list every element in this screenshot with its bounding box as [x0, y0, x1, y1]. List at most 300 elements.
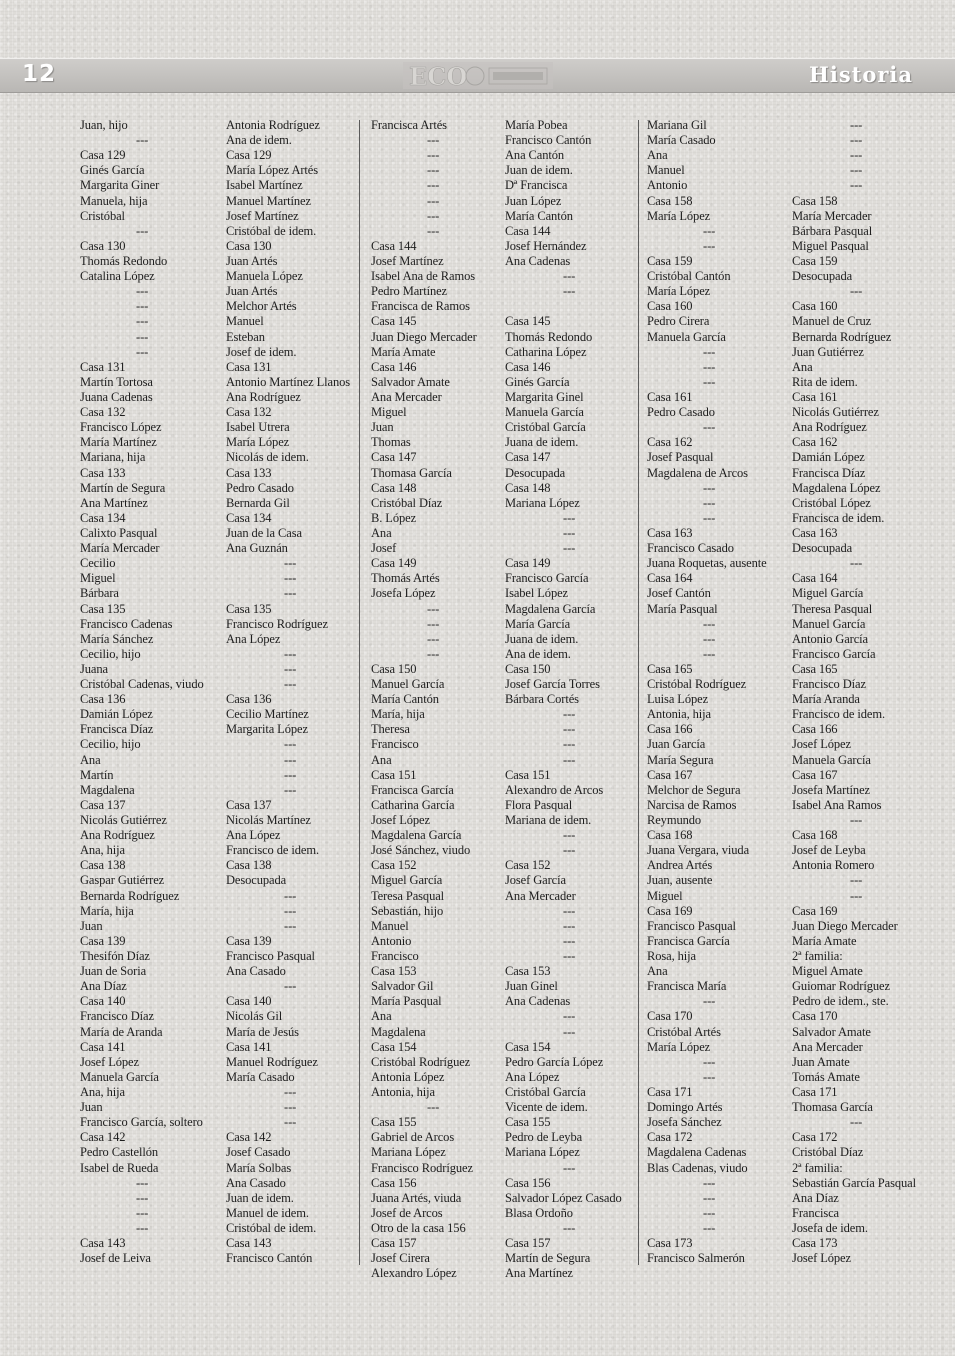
census-entry: Casa 146 [371, 359, 417, 374]
census-entry: 2ª familia: [792, 949, 843, 964]
census-entry: Casa 137 [226, 797, 272, 812]
census-entry: Nicolás de idem. [226, 450, 309, 465]
census-entry: Ana Rodríguez [792, 420, 867, 435]
census-entry: Desocupada [792, 269, 853, 284]
census-entry: Nicolás Gutiérrez [80, 813, 167, 828]
census-entry: Josef Cantón [647, 586, 711, 601]
census-entry: Casa 133 [80, 465, 126, 480]
census-entry: Josef Hernández [505, 238, 587, 253]
census-entry: María, hija [371, 707, 425, 722]
census-entry: María Pasqual [647, 601, 718, 616]
census-entry: Miguel García [792, 586, 864, 601]
census-entry: Ana [371, 752, 392, 767]
census-entry: --- [427, 133, 440, 148]
census-entry: --- [850, 813, 863, 828]
census-entry: Ana [647, 148, 668, 163]
census-entry: --- [136, 1175, 149, 1190]
census-entry: --- [703, 344, 716, 359]
census-entry: Pedro Casado [226, 480, 294, 495]
census-entry: Francisco de idem. [792, 707, 885, 722]
census-entry: --- [136, 223, 149, 238]
census-entry: María López [647, 1039, 711, 1054]
census-entry: Cristóbal Díaz [371, 495, 443, 510]
census-entry: Alexandro López [371, 1266, 457, 1281]
census-entry: Sebastián García Pasqual [792, 1175, 916, 1190]
census-entry: Casa 147 [371, 450, 417, 465]
census-entry: Josef Martínez [226, 208, 299, 223]
census-entry: --- [703, 1190, 716, 1205]
census-entry: --- [284, 646, 297, 661]
census-entry: Juan García [647, 737, 706, 752]
census-entry: Antonia, hija [647, 707, 711, 722]
census-entry: --- [136, 284, 149, 299]
census-column-5 [647, 118, 767, 1266]
census-entry: Theresa Pasqual [792, 601, 873, 616]
census-entry: Casa 142 [226, 1130, 272, 1145]
census-entry: --- [850, 873, 863, 888]
census-entry: Ana Mercader [371, 389, 442, 404]
census-entry: --- [850, 178, 863, 193]
census-entry: --- [563, 269, 576, 284]
census-entry: Isabel Utrera [226, 420, 290, 435]
census-entry: Cecilio [80, 556, 116, 571]
census-entry: Manuel [647, 163, 685, 178]
census-entry: Josef López [80, 1054, 139, 1069]
column-divider [359, 120, 360, 1265]
census-entry: Ana López [505, 1069, 560, 1084]
census-entry: Ana Mercader [792, 1039, 863, 1054]
census-entry: Ana Rodríguez [226, 389, 301, 404]
census-entry: --- [563, 541, 576, 556]
census-entry: Melchor Artés [226, 299, 297, 314]
census-entry: Miguel Amate [792, 964, 863, 979]
census-entry: Thomasa García [371, 465, 452, 480]
census-entry: María López [647, 208, 711, 223]
census-entry: Casa 154 [371, 1039, 417, 1054]
census-entry: Otro de la casa 156 [371, 1220, 466, 1235]
census-entry: Casa 132 [80, 405, 126, 420]
census-entry: Josefa López [371, 586, 436, 601]
census-entry: --- [136, 133, 149, 148]
census-entry: María Cantón [505, 208, 573, 223]
census-entry: Josef de idem. [226, 344, 297, 359]
census-entry: Thomasa García [792, 1100, 873, 1115]
census-entry: Casa 129 [226, 148, 272, 163]
census-entry: Casa 157 [371, 1236, 417, 1251]
census-entry: Ana Cadenas [505, 253, 571, 268]
census-entry: Cristóbal Cantón [647, 269, 731, 284]
census-entry: Bernarda Rodríguez [80, 888, 180, 903]
census-entry: Josefa Sánchez [647, 1115, 722, 1130]
census-entry: Casa 169 [647, 903, 693, 918]
census-entry: Casa 172 [647, 1130, 693, 1145]
census-entry: Cristóbal de idem. [226, 1220, 317, 1235]
census-entry: Ana Díaz [80, 979, 127, 994]
census-entry: --- [284, 586, 297, 601]
census-entry: Casa 162 [792, 435, 838, 450]
census-entry: --- [703, 631, 716, 646]
census-entry: --- [136, 1205, 149, 1220]
census-entry: Francisca García [371, 782, 454, 797]
census-entry: Casa 134 [226, 510, 272, 525]
census-entry: Francisco Cadenas [80, 616, 173, 631]
census-entry: --- [136, 314, 149, 329]
census-entry: Francisco García [792, 646, 876, 661]
census-column-6 [792, 118, 916, 1266]
census-entry: --- [850, 1115, 863, 1130]
census-entry: Casa 173 [792, 1236, 838, 1251]
census-entry: María Pobea [505, 118, 568, 132]
census-entry: Calixto Pasqual [80, 525, 158, 540]
census-entry: Casa 159 [647, 253, 693, 268]
census-entry: Cecilio, hijo [80, 737, 141, 752]
census-entry: Domingo Artés [647, 1100, 723, 1115]
census-entry: Casa 131 [226, 359, 272, 374]
census-entry: Francisca María [647, 979, 727, 994]
census-entry: Casa 168 [792, 828, 838, 843]
census-entry: Narcisa de Ramos [647, 797, 737, 812]
census-entry: --- [563, 510, 576, 525]
census-entry: Antonio García [792, 631, 869, 646]
census-entry: Casa 144 [505, 223, 551, 238]
census-entry: Casa 160 [792, 299, 838, 314]
census-entry: Casa 164 [647, 571, 693, 586]
census-entry: Casa 141 [226, 1039, 272, 1054]
census-entry: Antonia, hija [371, 1085, 435, 1099]
census-entry: Martín [80, 767, 114, 782]
census-entry: Ginés García [80, 163, 145, 178]
census-entry: --- [136, 1220, 149, 1235]
census-entry: --- [284, 903, 297, 918]
census-entry: Bárbara Pasqual [792, 223, 873, 238]
census-entry: --- [427, 148, 440, 163]
census-entry: Casa 147 [505, 450, 551, 465]
census-entry: Casa 140 [80, 994, 126, 1009]
census-entry: --- [850, 148, 863, 163]
census-entry: Gabriel de Arcos [371, 1130, 455, 1145]
census-entry: --- [850, 133, 863, 148]
census-entry: --- [284, 1085, 297, 1099]
census-entry: Ana Díaz [792, 1190, 839, 1205]
census-entry: Bárbara Cortés [505, 692, 579, 707]
census-entry: Francisca de idem. [792, 510, 885, 525]
census-entry: --- [427, 193, 440, 208]
census-entry: --- [703, 510, 716, 525]
census-entry: María de Jesús [226, 1024, 299, 1039]
census-entry: Ana [371, 1009, 392, 1024]
census-entry: --- [284, 1115, 297, 1130]
census-entry: Casa 135 [226, 601, 272, 616]
census-entry: Casa 150 [371, 661, 417, 676]
census-entry: Josef Cirera [371, 1251, 430, 1266]
census-entry: Magdalena García [505, 601, 596, 616]
census-entry: Juan, ausente [647, 873, 713, 888]
census-entry: --- [703, 420, 716, 435]
census-entry: --- [284, 1100, 297, 1115]
census-entry: Francisca [792, 1205, 839, 1220]
census-entry: Josef [371, 541, 397, 556]
census-entry: --- [284, 918, 297, 933]
census-entry: --- [563, 903, 576, 918]
census-entry: Miguel García [371, 873, 443, 888]
census-entry: Nicolás Martínez [226, 813, 311, 828]
census-entry [505, 299, 622, 314]
census-entry: --- [284, 782, 297, 797]
census-entry: Damián López [792, 450, 865, 465]
census-entry: Juana de idem. [505, 435, 579, 450]
census-entry: Manuela García [80, 1069, 159, 1084]
census-entry: Josef López [371, 813, 430, 828]
census-entry: Casa 133 [226, 465, 272, 480]
census-entry: Casa 161 [647, 389, 693, 404]
census-entry: Casa 140 [226, 994, 272, 1009]
census-entry: --- [284, 677, 297, 692]
census-entry: --- [703, 616, 716, 631]
census-entry: Guiomar Rodríguez [792, 979, 890, 994]
census-entry: Salvador Gil [371, 979, 434, 994]
page-header [0, 58, 955, 93]
census-entry: Alexandro de Arcos [505, 782, 604, 797]
census-entry: Casa 152 [505, 858, 551, 873]
census-entry: Casa 163 [647, 525, 693, 540]
census-entry: Pedro de Leyba [505, 1130, 583, 1145]
census-entry: --- [563, 1220, 576, 1235]
census-entry: Juana Artés, viuda [371, 1190, 462, 1205]
census-entry: --- [703, 495, 716, 510]
census-entry: Francisca Artés [371, 118, 447, 132]
census-entry: Francisco López [80, 420, 162, 435]
census-entry: Francisco Díaz [792, 677, 866, 692]
census-entry: Casa 134 [80, 510, 126, 525]
census-entry: Casa 151 [505, 767, 551, 782]
census-entry: Miguel [371, 405, 407, 420]
census-entry: Josef Martínez [371, 253, 444, 268]
census-entry: Manuel Rodríguez [226, 1054, 318, 1069]
census-entry: Manuel García [371, 677, 445, 692]
census-entry: Josefa de idem. [792, 1220, 868, 1235]
census-entry: Casa 163 [792, 525, 838, 540]
census-entry: Thomás Artés [371, 571, 440, 586]
census-entry: María Aranda [792, 692, 860, 707]
census-entry: Pedro de idem., ste. [792, 994, 889, 1009]
census-entry: Isabel Ana Ramos [792, 797, 882, 812]
census-entry: --- [703, 374, 716, 389]
census-entry: María Sánchez [80, 631, 154, 646]
census-entry: --- [703, 1175, 716, 1190]
census-entry: María Solbas [226, 1160, 292, 1175]
census-entry: Juana Roquetas, ausente [647, 556, 767, 571]
census-entry: Francisco Díaz [80, 1009, 154, 1024]
census-entry: Cristóbal Rodríguez [371, 1054, 471, 1069]
census-entry: Casa 144 [371, 238, 417, 253]
census-entry: Casa 155 [505, 1115, 551, 1130]
census-entry: Cristóbal López [792, 495, 871, 510]
census-entry: Esteban [226, 329, 265, 344]
census-entry: Tomás Amate [792, 1069, 860, 1084]
census-entry: Josef López [792, 1251, 851, 1266]
census-entry: Juan Ginel [505, 979, 558, 994]
census-entry: --- [563, 1160, 576, 1175]
census-entry: Ana Martínez [505, 1266, 573, 1281]
census-entry: Ana de idem. [505, 646, 571, 661]
census-entry: Antonio Martínez Llanos [226, 374, 351, 389]
census-entry: Casa 173 [647, 1236, 693, 1251]
census-entry: Juan Artés [226, 284, 278, 299]
census-entry: Casa 172 [792, 1130, 838, 1145]
census-entry: María Segura [647, 752, 714, 767]
census-entry: Ana López [226, 828, 281, 843]
census-entry: María López Artés [226, 163, 319, 178]
census-entry: Martín de Segura [80, 480, 166, 495]
census-entry: Francisco García [505, 571, 589, 586]
census-entry: Manuela García [792, 752, 871, 767]
census-entry: Casa 154 [505, 1039, 551, 1054]
census-entry: Margarita López [226, 722, 308, 737]
census-entry: Ana [792, 359, 813, 374]
census-entry: Margarita Ginel [505, 389, 584, 404]
census-entry: María García [505, 616, 571, 631]
census-entry: Magdalena García [371, 828, 462, 843]
census-entry: Martín de Segura [505, 1251, 591, 1266]
census-entry: Magdalena [371, 1024, 426, 1039]
census-entry: Francisco Pasqual [647, 918, 736, 933]
census-entry: Magdalena Cadenas [647, 1145, 747, 1160]
census-entry: Casa 158 [647, 193, 693, 208]
census-entry: --- [563, 284, 576, 299]
census-entry: --- [703, 480, 716, 495]
page-number: 12 [22, 61, 57, 87]
census-entry: Mariana López [505, 495, 580, 510]
census-entry: --- [850, 888, 863, 903]
census-entry: --- [703, 1220, 716, 1235]
census-entry: --- [563, 918, 576, 933]
census-entry: Cristóbal Díaz [792, 1145, 864, 1160]
census-entry: Casa 143 [226, 1236, 272, 1251]
census-entry: Casa 165 [792, 661, 838, 676]
census-entry: Pedro Martínez [371, 284, 448, 299]
census-entry: Casa 156 [371, 1175, 417, 1190]
census-entry: Manuel Martínez [226, 193, 311, 208]
census-entry: Ana, hija [80, 1085, 125, 1099]
census-entry: --- [703, 646, 716, 661]
census-entry: --- [563, 752, 576, 767]
census-entry: Ana de idem. [226, 133, 292, 148]
census-entry: --- [703, 1054, 716, 1069]
census-entry: Antonia Rodríguez [226, 118, 320, 132]
census-entry: Juan Gutiérrez [792, 344, 864, 359]
census-entry: Ginés García [505, 374, 570, 389]
census-entry: --- [703, 1205, 716, 1220]
census-entry: Juana [80, 661, 108, 676]
census-entry: --- [284, 752, 297, 767]
census-entry: Miguel [80, 571, 116, 586]
census-entry: --- [136, 1190, 149, 1205]
census-entry: Thomás Redondo [80, 253, 168, 268]
census-entry: Casa 130 [80, 238, 126, 253]
census-entry: Teresa Pasqual [371, 888, 445, 903]
census-entry: Isabel de Rueda [80, 1160, 159, 1175]
census-entry: Casa 150 [505, 661, 551, 676]
census-entry: Margarita Giner [80, 178, 160, 193]
census-entry: Ana [80, 752, 101, 767]
census-entry: Casa 136 [226, 692, 272, 707]
census-entry: Antonia López [371, 1069, 445, 1084]
census-entry: --- [427, 616, 440, 631]
census-entry: Antonia Romero [792, 858, 875, 873]
census-entry: María Casado [647, 133, 716, 148]
census-entry: --- [703, 238, 716, 253]
census-entry: --- [136, 299, 149, 314]
census-entry: Juan [80, 918, 103, 933]
census-entry: María Pasqual [371, 994, 442, 1009]
census-entry: María Casado [226, 1069, 295, 1084]
census-entry: Damián López [80, 707, 153, 722]
census-entry: Francisca García [647, 933, 730, 948]
census-entry: Casa 171 [792, 1085, 838, 1099]
census-entry: 2ª familia: [792, 1160, 843, 1175]
census-entry: --- [703, 1069, 716, 1084]
census-entry: María Amate [371, 344, 436, 359]
census-entry: Casa 169 [792, 903, 838, 918]
census-entry: --- [427, 178, 440, 193]
census-column-4 [505, 118, 622, 1281]
census-entry: Casa 136 [80, 692, 126, 707]
column-divider [638, 120, 639, 1265]
census-entry: Salvador Amate [371, 374, 450, 389]
census-entry: --- [703, 223, 716, 238]
census-entry: Josefa Martínez [792, 782, 870, 797]
census-entry: --- [284, 737, 297, 752]
census-entry: Casa 170 [647, 1009, 693, 1024]
census-entry: Desocupada [226, 873, 287, 888]
census-entry: --- [850, 556, 863, 571]
census-entry: Casa 148 [505, 480, 551, 495]
census-entry: Josef de Leiva [80, 1251, 151, 1266]
census-entry: --- [563, 1009, 576, 1024]
census-entry: Manuela García [647, 329, 726, 344]
census-entry: --- [563, 949, 576, 964]
census-entry: --- [427, 208, 440, 223]
census-entry: Francisca Díaz [792, 465, 866, 480]
census-entry: --- [284, 888, 297, 903]
census-entry: Casa 138 [80, 858, 126, 873]
census-entry: Casa 130 [226, 238, 272, 253]
census-entry: Miguel [647, 888, 683, 903]
census-entry: Juana Cadenas [80, 389, 153, 404]
census-entry: Josef de Leyba [792, 843, 866, 858]
census-entry: Desocupada [792, 541, 853, 556]
census-entry: Ana [371, 525, 392, 540]
census-entry: Josef Casado [226, 1145, 291, 1160]
census-entry: --- [703, 359, 716, 374]
census-entry: Casa 141 [80, 1039, 126, 1054]
census-entry: Casa 162 [647, 435, 693, 450]
census-entry: Casa 167 [792, 767, 838, 782]
census-entry: Juana de idem. [505, 631, 579, 646]
census-entry: Cristóbal Cadenas, viudo [80, 677, 204, 692]
census-entry: Josef de Arcos [371, 1205, 443, 1220]
census-entry: Casa 165 [647, 661, 693, 676]
census-entry: Desocupada [505, 465, 566, 480]
census-entry: Juan Diego Mercader [371, 329, 477, 344]
census-entry: Isabel López [505, 586, 569, 601]
census-entry: Mariana, hija [80, 450, 146, 465]
census-entry: Ana Mercader [505, 888, 576, 903]
census-entry: Casa 164 [792, 571, 838, 586]
census-column-3 [371, 118, 477, 1281]
census-entry: Theresa [371, 722, 410, 737]
census-entry: Casa 158 [792, 193, 838, 208]
